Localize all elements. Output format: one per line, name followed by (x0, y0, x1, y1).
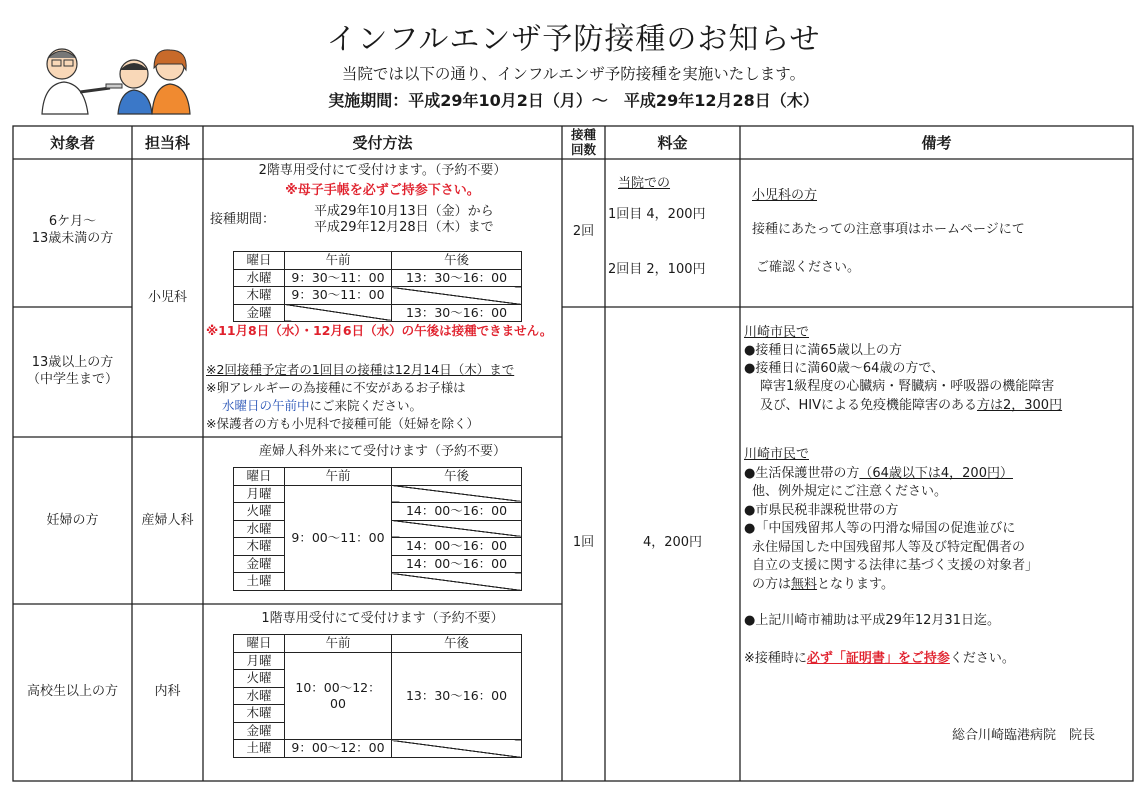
doses-one: 1回 (572, 535, 595, 550)
int-reception-line: 1階専用受付にて受付けます（予約不要） (261, 611, 504, 626)
remarks-free-pre: の方は (752, 577, 792, 592)
remarks-exceptions: 他、例外規定にご注意ください。 (752, 484, 948, 499)
remarks-hiv (760, 398, 1062, 415)
table-row (234, 287, 522, 305)
ped-period-label: 接種期間： (210, 212, 276, 227)
doses-two: 2回 (572, 224, 595, 239)
table-row (234, 485, 522, 503)
remarks-free-word: 無料 (791, 577, 818, 592)
ped-note-visit-tail: にご来院ください。 (309, 398, 423, 413)
table-cell: 曜日 (234, 252, 285, 270)
table-cell: 9：00～12：00 (285, 740, 392, 758)
table-cell: 土曜 (234, 573, 285, 591)
table-cell-empty (285, 304, 392, 322)
table-cell: 14：00～16：00 (392, 503, 522, 521)
header-reception: 受付方法 (352, 134, 413, 152)
remarks-60-64: ●接種日に満60歳～64歳の方で、 (744, 361, 945, 376)
ped-note-second-dose: ※2回接種予定者の1回目の接種は12月14日（木）まで (206, 362, 515, 377)
table-cell: 金曜 (234, 304, 285, 322)
page-subtitle: 当院では以下の通り、インフルエンザ予防接種を実施いたします。 (341, 65, 806, 83)
fee-second-dose: 2回目 2，100円 (608, 262, 706, 277)
remarks-certificate-post: ください。 (949, 651, 1015, 666)
table-cell: 14：00～16：00 (392, 538, 522, 556)
dept-internal: 内科 (154, 684, 181, 699)
remarks-welfare-fee: （64歳以下は4，200円） (859, 466, 1013, 481)
obs-schedule-table (233, 467, 522, 591)
table-cell: 曜日 (234, 468, 285, 486)
remarks-heading-2: 川崎市民で (744, 447, 810, 462)
table-cell: 水曜 (234, 520, 285, 538)
ped-schedule-table (233, 251, 522, 322)
table-row (234, 652, 522, 670)
table-cell: 午後 (392, 252, 522, 270)
table-cell: 月曜 (234, 485, 285, 503)
table-cell: 水曜 (234, 269, 285, 287)
table-cell: 午後 (392, 635, 522, 653)
table-cell: 午前 (285, 468, 392, 486)
remarks-law-1: ●「中国残留邦人等の円滑な帰国の促進並びに (744, 521, 1016, 536)
remarks-disability: 障害1級程度の心臓病・腎臓病・呼吸器の機能障害 (760, 379, 1055, 394)
dept-obstetrics: 産婦人科 (141, 513, 194, 528)
table-cell: 月曜 (234, 652, 285, 670)
target-pregnant: 妊婦の方 (46, 513, 99, 528)
remarks-tax-exempt: ●市県民税非課税世帯の方 (744, 503, 899, 518)
ped-period-to: 平成29年12月28日（木）まで (314, 220, 494, 235)
table-cell: 13：30～16：00 (392, 652, 522, 740)
remarks-pediatrics-note: 接種にあたっての注意事項はホームページにて (752, 222, 1025, 237)
table-cell: 曜日 (234, 635, 285, 653)
table-cell: 13：30～16：00 (392, 269, 522, 287)
remarks-hiv-text: 及び、HIVによる免疫機能障害のある (760, 398, 977, 413)
table-cell: 木曜 (234, 287, 285, 305)
remarks-certificate-bring: 必ず「証明書」をご持参 (806, 651, 950, 666)
table-cell: 水曜 (234, 687, 285, 705)
ped-bring-handbook: ※母子手帳を必ずご持参下さい。 (285, 183, 480, 198)
table-cell: 火曜 (234, 503, 285, 521)
remarks-certificate-pre: ※接種時に (744, 651, 807, 666)
table-cell: 金曜 (234, 722, 285, 740)
remarks-free (752, 577, 894, 594)
header-target: 対象者 (49, 134, 95, 152)
ped-note-visit (222, 398, 422, 414)
remarks-pediatrics-heading: 小児科の方 (752, 188, 818, 203)
table-row (234, 252, 522, 270)
remarks-pediatrics-confirm: ご確認ください。 (756, 260, 861, 275)
table-cell: 9：30～11：00 (285, 287, 392, 305)
header-remarks: 備考 (921, 134, 952, 152)
ped-note-no-afternoon: ※11月8日（水）・12月6日（水）の午後は接種できません。 (206, 323, 553, 338)
int-schedule-table (233, 634, 522, 758)
table-cell-empty (392, 740, 522, 758)
remarks-welfare (744, 466, 1013, 483)
remarks-law-3: 自立の支援に関する法律に基づく支援の対象者」 (752, 558, 1039, 573)
dept-pediatrics: 小児科 (147, 290, 187, 305)
table-cell: 土曜 (234, 740, 285, 758)
table-cell: 午後 (392, 468, 522, 486)
table-cell: 14：00～16：00 (392, 555, 522, 573)
table-row (234, 468, 522, 486)
target-junior: 13歳以上の方 （中学生まで） (26, 355, 118, 387)
remarks-elderly: ●接種日に満65歳以上の方 (744, 343, 902, 358)
ped-reception-line: 2階専用受付にて受付けます。（予約不要） (258, 163, 507, 178)
hospital-signature: 総合川崎臨港病院 院長 (952, 728, 1096, 743)
table-cell: 13：30～16：00 (392, 304, 522, 322)
table-cell: 午前 (285, 635, 392, 653)
target-child: 6ケ月～ 13歳未満の方 (31, 214, 114, 246)
fee-single: 4，200円 (642, 535, 703, 550)
table-cell-empty (392, 287, 522, 305)
table-cell: 午前 (285, 252, 392, 270)
table-cell: 木曜 (234, 538, 285, 556)
ped-note-guardian: ※保護者の方も小児科で接種可能（妊婦を除く） (206, 416, 479, 431)
ped-period-from: 平成29年10月13日（金）から (314, 204, 494, 219)
ped-note-wednesday: 水曜日の午前中 (222, 398, 310, 413)
table-cell: 火曜 (234, 670, 285, 688)
remarks-free-post: となります。 (817, 577, 894, 592)
remarks-certificate (744, 651, 1015, 668)
fee-label: 当院での (618, 176, 671, 191)
table-row (234, 635, 522, 653)
remarks-law-2: 永住帰国した中国残留邦人等及び特定配偶者の (752, 540, 1026, 555)
obs-reception-line: 産婦人科外来にて受付けます（予約不要） (258, 444, 506, 459)
header-fee: 料金 (657, 134, 688, 152)
target-highschool: 高校生以上の方 (26, 684, 118, 699)
remarks-fee-2300: 方は2，300円 (976, 398, 1063, 413)
remarks-heading-1: 川崎市民で (744, 325, 810, 340)
table-cell-empty (392, 573, 522, 591)
table-cell: 木曜 (234, 705, 285, 723)
table-cell: 金曜 (234, 555, 285, 573)
page-title: インフルエンザ予防接種のお知らせ (326, 22, 821, 57)
table-cell: 9：30～11：00 (285, 269, 392, 287)
header-doses: 接種 回数 (570, 127, 596, 157)
remarks-welfare-text: ●生活保護世帯の方 (744, 466, 860, 481)
table-row (234, 269, 522, 287)
table-cell-empty (392, 520, 522, 538)
period-line: 実施期間：平成29年10月2日（月）～ 平成29年12月28日（木） (328, 91, 819, 110)
table-cell-empty (392, 485, 522, 503)
fee-first-dose: 1回目 4，200円 (608, 207, 706, 222)
table-cell: 9：00～11：00 (285, 485, 392, 590)
ped-note-egg: ※卵アレルギーの為接種に不安があるお子様は (206, 380, 466, 395)
remarks-subsidy-deadline: ●上記川崎市補助は平成29年12月31日迄。 (744, 613, 1000, 628)
table-cell: 10：00～12：00 (285, 652, 392, 740)
table-row (234, 740, 522, 758)
table-row (234, 304, 522, 322)
header-dept: 担当科 (144, 134, 190, 152)
